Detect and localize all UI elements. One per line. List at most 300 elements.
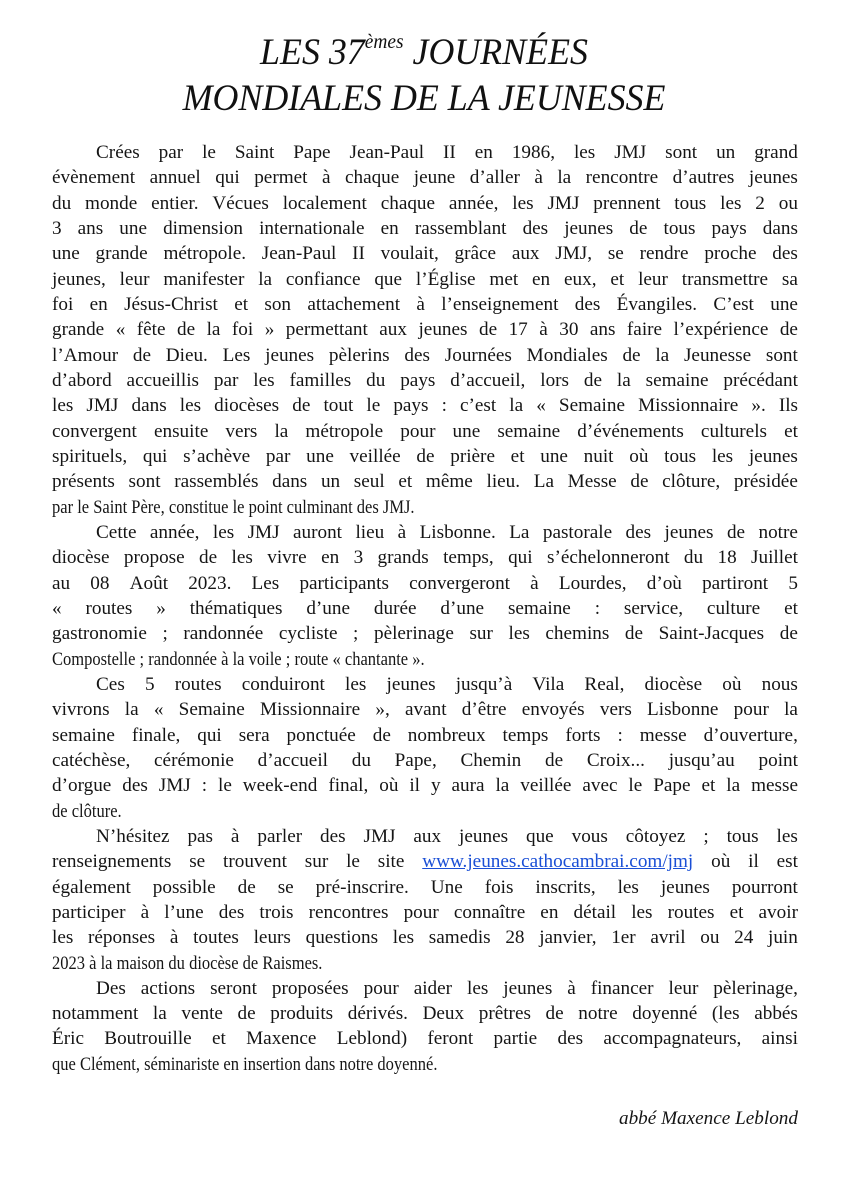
word: jeunes — [418, 319, 468, 341]
word: N’hésitez — [96, 825, 170, 847]
word: internationale — [259, 217, 365, 239]
word: en — [532, 268, 551, 290]
word: maison — [116, 952, 165, 974]
word: la — [495, 775, 510, 797]
word: trois — [259, 901, 294, 923]
word: l’Amour — [52, 344, 119, 366]
word: dérivés. — [347, 1003, 408, 1025]
word: la — [557, 167, 572, 189]
word: Lourdes, — [558, 572, 627, 594]
word: fois — [484, 876, 514, 898]
word: une — [52, 243, 80, 265]
word: transmettre — [681, 268, 769, 290]
word: vivrons — [52, 699, 110, 721]
word: leur — [638, 268, 668, 290]
word: côtoyez — [625, 825, 686, 847]
word: leur — [668, 977, 699, 999]
word: aider — [413, 977, 453, 999]
word: grands — [377, 547, 429, 569]
word: Croix... — [586, 749, 645, 771]
word: de — [545, 1003, 564, 1025]
word: de — [779, 623, 798, 645]
word: par — [52, 496, 74, 518]
word: aux — [379, 319, 407, 341]
word: 5 — [788, 572, 798, 594]
word: JMJ, — [555, 243, 593, 265]
word: JMJ — [614, 142, 647, 163]
word: Messe — [567, 471, 617, 493]
word: des — [122, 775, 148, 797]
word: « — [332, 648, 341, 670]
word: : — [201, 775, 208, 797]
word: d’abord — [52, 369, 112, 391]
word: insertion — [243, 1053, 301, 1075]
word: les — [508, 623, 530, 645]
word: de — [629, 217, 648, 239]
word: faire — [626, 319, 663, 341]
word: la — [232, 648, 245, 670]
word: service, — [623, 597, 684, 619]
text-line — [52, 545, 798, 570]
word: lors — [540, 369, 570, 391]
word: détail — [573, 901, 617, 923]
word: rassemblant — [414, 217, 507, 239]
paragraph — [52, 140, 798, 520]
word: pèlerinage, — [713, 977, 798, 999]
word: et — [398, 471, 413, 493]
word: catéchèse, — [52, 749, 131, 771]
text-line — [52, 1001, 798, 1026]
word: : — [617, 724, 623, 746]
word: pays — [400, 369, 436, 391]
paragraph — [52, 520, 798, 672]
word: notre — [758, 521, 798, 543]
word: foi — [52, 293, 74, 315]
word: c’est — [459, 395, 497, 417]
word: partiront — [702, 572, 769, 594]
word: ; — [285, 648, 291, 670]
word: samedis — [428, 927, 491, 949]
word: les — [512, 192, 534, 214]
word: et — [610, 268, 625, 290]
word: de — [583, 369, 603, 391]
word: son — [264, 293, 292, 315]
word: y — [430, 775, 441, 797]
word: envoyés — [521, 699, 585, 721]
word: les — [711, 445, 734, 467]
word: », — [375, 699, 390, 721]
word: proche — [704, 243, 757, 265]
word: thématiques — [189, 597, 283, 619]
page-title-line-2: MONDIALES DE LA JEUNESSE — [182, 78, 666, 119]
word: et — [701, 775, 716, 797]
word: en — [89, 293, 108, 315]
word: routes — [174, 673, 222, 695]
text-line — [52, 1026, 798, 1051]
word: dans — [131, 395, 167, 417]
word: le — [77, 496, 90, 518]
word: semaine — [497, 420, 561, 442]
word: : — [441, 395, 447, 417]
word: ; — [139, 648, 145, 670]
word: aux — [413, 825, 442, 847]
word: de — [416, 445, 435, 467]
word: 5 — [144, 673, 155, 695]
word: « — [52, 597, 62, 619]
word: Dieu. — [165, 344, 208, 366]
word: gastronomie — [52, 623, 147, 645]
word: final, — [328, 775, 369, 797]
word: de — [237, 876, 256, 898]
word: II — [443, 142, 456, 163]
word: proposées — [271, 977, 349, 999]
word: des — [557, 1028, 584, 1050]
word: sur — [304, 851, 329, 873]
text-line — [52, 343, 798, 368]
word: des — [356, 496, 379, 518]
word: pour — [400, 420, 436, 442]
word: de — [372, 724, 391, 746]
word: évènement — [52, 167, 136, 189]
word: des — [625, 521, 652, 543]
word: voulait, — [380, 243, 439, 265]
word: Chemin — [460, 749, 522, 771]
word: des — [404, 344, 430, 366]
word: 1986, — [511, 142, 555, 163]
word: routes — [667, 901, 715, 923]
word: jeunes — [386, 673, 436, 695]
word: vers — [599, 699, 632, 721]
word: à — [321, 167, 331, 189]
word: diocèse — [189, 952, 239, 974]
word: annuel — [149, 167, 201, 189]
word: « — [536, 395, 546, 417]
word: Missionnaire — [638, 395, 739, 417]
word: C’est — [713, 293, 754, 315]
word: La — [533, 471, 554, 493]
word: partie — [493, 1028, 538, 1050]
word: au — [52, 572, 71, 594]
word: ou — [778, 192, 798, 214]
word: 30 — [559, 319, 579, 341]
word: produits — [270, 1003, 334, 1025]
word: pré-inscrire. — [315, 876, 409, 898]
text-line — [52, 723, 798, 748]
word: JMJ — [547, 192, 580, 214]
text-line — [52, 191, 798, 216]
word: veillée — [520, 775, 572, 797]
title-text: JOURNÉES — [403, 32, 588, 73]
word: clôture. — [71, 800, 122, 822]
text-line — [52, 925, 798, 950]
word: à — [230, 825, 240, 847]
word: Ces — [96, 673, 125, 695]
word: jeunes — [748, 167, 798, 189]
word: métropole. — [163, 243, 247, 265]
word: Des — [96, 977, 126, 999]
word: pas — [187, 825, 214, 847]
text-line — [52, 596, 798, 621]
word: ensuite — [153, 420, 209, 442]
text-line — [52, 697, 798, 722]
word: jeunes, — [52, 268, 106, 290]
word: sera — [238, 724, 270, 746]
word: ponctuée — [286, 724, 356, 746]
word: jeunes — [564, 217, 614, 239]
word: Mondiales — [526, 344, 608, 366]
word: manifester — [163, 268, 245, 290]
word: permet — [254, 167, 308, 189]
paragraph — [52, 976, 798, 1077]
word: à — [169, 927, 179, 949]
word: chaque — [344, 167, 400, 189]
word: Vila — [532, 673, 565, 695]
word: foi — [231, 319, 254, 341]
word: Lisbonne. — [419, 521, 496, 543]
word: les — [776, 825, 798, 847]
word: Jean-Paul — [349, 142, 425, 163]
word: il — [748, 851, 759, 873]
word: Real, — [584, 673, 625, 695]
word: grande — [52, 319, 105, 341]
word: la — [784, 699, 798, 721]
word: 17 — [508, 319, 528, 341]
word: route — [294, 648, 329, 670]
word: prière — [450, 445, 495, 467]
word: Lisbonne — [647, 699, 719, 721]
word: le — [628, 775, 643, 797]
word: Maxence — [246, 1028, 317, 1050]
word: 24 — [734, 927, 754, 949]
word: des — [772, 243, 798, 265]
word: routes — [85, 597, 133, 619]
word: pour — [733, 699, 769, 721]
word: cérémonie — [154, 749, 234, 771]
word: diocèse — [644, 673, 703, 695]
word: des — [522, 217, 549, 239]
word: randonnée — [148, 648, 217, 670]
word: Missionnaire — [259, 699, 361, 721]
word: et — [211, 1028, 226, 1050]
word: que — [374, 268, 403, 290]
word: jeunes — [503, 977, 553, 999]
word: site — [377, 851, 405, 873]
word: JMJ — [247, 521, 280, 543]
text-line — [52, 317, 798, 342]
word: voile — [248, 648, 282, 670]
word: précédant — [723, 369, 798, 391]
word: une — [540, 445, 568, 467]
word: en — [223, 1053, 239, 1075]
word: culture — [706, 597, 761, 619]
word: spirituels, — [52, 445, 128, 467]
word: à — [221, 648, 229, 670]
word: la — [616, 369, 631, 391]
word: 2023 — [52, 952, 86, 974]
word: randonnée — [183, 623, 264, 645]
text-line — [52, 647, 798, 672]
word: la — [152, 1003, 167, 1025]
text-line — [52, 621, 798, 646]
word: un — [716, 142, 736, 163]
word: dans — [272, 471, 308, 493]
text-line — [52, 267, 798, 292]
word: inscrits, — [535, 876, 596, 898]
word: nombreux — [407, 724, 486, 746]
word: semaine — [52, 724, 115, 746]
text-line — [52, 875, 798, 900]
word: une — [452, 420, 481, 442]
word: Saint — [93, 496, 128, 518]
word: auront — [293, 521, 343, 543]
word: le — [232, 496, 245, 518]
word: familles — [289, 369, 352, 391]
word: diocèses — [214, 395, 280, 417]
word: de — [242, 952, 259, 974]
title-text: LES 37 — [260, 32, 365, 73]
word: vivre — [267, 547, 307, 569]
word: Pape, — [394, 749, 437, 771]
word: à — [530, 572, 539, 594]
word: Leblond) — [336, 1028, 408, 1050]
word: de — [292, 395, 311, 417]
word: l’une — [164, 901, 204, 923]
word: tous — [674, 192, 707, 214]
word: notre — [578, 1003, 618, 1025]
word: rendre — [639, 243, 689, 265]
word: où — [629, 445, 649, 467]
word: chaque — [380, 192, 436, 214]
text-line — [52, 824, 798, 849]
text-line — [52, 520, 798, 545]
word: également — [52, 876, 131, 898]
word: par — [158, 142, 184, 163]
word: année, — [149, 521, 200, 543]
word: présidée — [733, 471, 798, 493]
word: la — [258, 268, 273, 290]
word: Clément, — [79, 1053, 141, 1075]
word: d’être — [461, 699, 507, 721]
word: ans — [589, 319, 616, 341]
word: d’une — [440, 597, 485, 619]
page-title-line-1 — [13, 30, 836, 81]
word: 2 — [755, 192, 765, 214]
word: leur — [119, 268, 150, 290]
word: feront — [427, 1028, 474, 1050]
word: questions — [305, 927, 379, 949]
word: des — [320, 825, 346, 847]
word: à — [416, 293, 425, 315]
word: 2023. — [188, 572, 232, 594]
word: possible — [152, 876, 216, 898]
word: Cette — [96, 521, 137, 543]
word: métropole — [305, 420, 384, 442]
word: notre — [339, 1053, 374, 1075]
word: notamment — [52, 1003, 139, 1025]
text-line — [52, 976, 798, 1001]
word: jeunes — [459, 825, 509, 847]
word: pour — [363, 977, 399, 999]
word: les — [467, 977, 489, 999]
word: : — [594, 597, 601, 619]
word: s’achève — [183, 445, 251, 467]
word: messe — [751, 775, 798, 797]
word: sur — [469, 623, 493, 645]
word: forts — [565, 724, 601, 746]
text-line — [52, 1052, 798, 1077]
word: avoir — [758, 901, 798, 923]
word: d’orgue — [52, 775, 112, 797]
word: se — [189, 851, 206, 873]
word: et — [784, 597, 798, 619]
word: » — [156, 597, 166, 619]
word: présents — [52, 471, 115, 493]
word: d’accueil — [257, 749, 328, 771]
word: les — [52, 927, 74, 949]
word: JMJ — [158, 775, 191, 797]
word: des — [218, 901, 245, 923]
word: en — [474, 142, 493, 163]
word: année, — [448, 192, 499, 214]
word: sont — [128, 471, 161, 493]
word: est — [776, 851, 798, 873]
word: actions — [140, 977, 196, 999]
word: de — [779, 319, 798, 341]
word: seul — [353, 471, 385, 493]
word: en — [540, 901, 559, 923]
word: l’enseignement — [441, 293, 559, 315]
word: localement — [282, 192, 367, 214]
word: grand — [754, 142, 798, 163]
word: JMJ — [363, 825, 396, 847]
word: ans — [77, 217, 104, 239]
word: participer — [52, 901, 126, 923]
word: avant — [405, 699, 447, 721]
word: Pape — [293, 142, 331, 163]
word: Jésus-Christ — [124, 293, 218, 315]
word: diocèse — [52, 547, 110, 569]
word: jeune — [413, 167, 456, 189]
text-line — [52, 571, 798, 596]
word: janvier, — [539, 927, 597, 949]
word: seront — [210, 977, 257, 999]
paragraph — [52, 672, 798, 824]
word: lieu. — [486, 471, 521, 493]
word: Août — [129, 572, 169, 594]
word: point — [758, 749, 798, 771]
word: Deux — [422, 1003, 465, 1025]
word: rassemblés — [174, 471, 259, 493]
word: « — [115, 319, 126, 341]
word: les — [231, 547, 253, 569]
word: Raismes. — [262, 952, 323, 974]
word: un — [320, 471, 341, 493]
word: culminant — [286, 496, 353, 518]
word: en — [321, 547, 340, 569]
word: l’Église — [415, 268, 476, 290]
text-line — [52, 773, 798, 798]
word: jeunes — [660, 876, 710, 898]
website-link[interactable]: www.jeunes.cathocambrai.com/jmj — [422, 851, 694, 873]
word: s’échelonneront — [546, 547, 670, 569]
word: pèlerinage — [373, 623, 454, 645]
word: conduiront — [241, 673, 325, 695]
word: une — [306, 445, 334, 467]
word: même — [425, 471, 473, 493]
word: ; — [703, 825, 709, 847]
word: ; — [162, 623, 168, 645]
word: la — [100, 952, 113, 974]
